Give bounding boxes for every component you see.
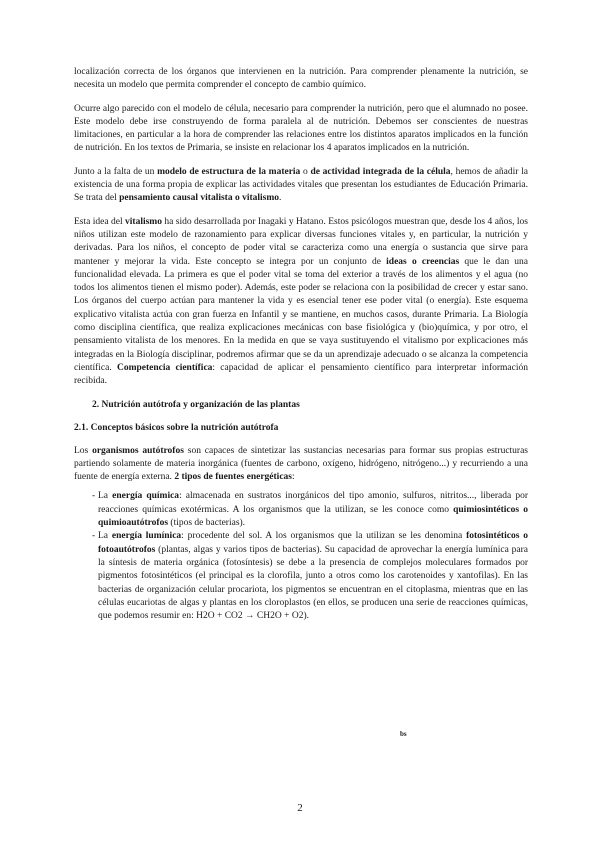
subsection-heading: 2.1. Conceptos básicos sobre la nutrición autótrofa bbox=[74, 422, 279, 433]
document-body bbox=[74, 66, 528, 623]
paragraph-intro: localización correcta de los órganos que intervienen en la nutrición. Para comprender plenamente la nutrición, se necesita un modelo que permita comprender el concepto de cambio químico. bbox=[74, 67, 528, 91]
paragraph-cell-model: Ocurre algo parecido con el modelo de célula, necesario para comprender la nutrición, pero que el alumnado no posee. Este modelo debe irse construyendo de forma paralela al de nutrición. Debemos ser conscientes de nuestras limitaciones, en particular a la hora de comprender las relaciones entre los distintos aparatos implicados en la función de nutrición. En los textos de Primaria, se insiste en relacionar los 4 aparatos implicados en la nutrición. bbox=[74, 103, 528, 154]
list-item-light-energy: - La energía lumínica: procedente del sol. A los organismos que la utilizan se les denomina fotosintéticos o fotoautótrofos (plantas, algas y varios tipos de bacterias). Su capacidad de aprovechar la energía lumínica para la síntesis de materia orgánica (fotosíntesis) se debe a la presencia de complejos moleculares formados por pigmentos fotosintéticos (el principal es la clorofila, junto a otros como los carotenoides y xantofilas). En las bacterias de organización celular procariota, los pigmentos se encuentran en el citoplasma, mientras que en las células eucariotas de algas y plantas en los cloroplastos (en ellos, se producen una serie de reacciones químicas, que podemos resumir en: H2O + CO2 → CH2O + O2). bbox=[92, 531, 528, 622]
section-heading: 2. Nutrición autótrofa y organización de las plantas bbox=[92, 399, 300, 410]
paragraph-vitalism: Esta idea del vitalismo ha sido desarrollada por Inagaki y Hatano. Estos psicólogos muestran que, desde los 4 años, los niños utilizan este modelo de razonamiento para explicar diversas funciones vitales y, en particular, la nutrición y derivadas. Para los niños, el concepto de poder vital se caracteriza como una energía o sustancia que sirve para mantener y mejorar la vida. Este concepto se integra por un conjunto de ideas o creencias que le dan una funcionalidad elevada. La primera es que el poder vital se toma del exterior a través de los alimentos y el agua (no todos los alimentos tienen el mismo poder). Además, este poder se relaciona con la posibilidad de crecer y estar sano. Los órganos del cuerpo actúan para mantener la vida y es esencial tener ese poder vital (o energía). Este esquema explicativo vitalista actúa con gran fuerza en Infantil y se mantiene, en muchos casos, durante Primaria. La Biología como disciplina científica, que realiza explicaciones mecánicas con base fisiológica y (bio)química, y por otro, el pensamiento vitalista de los menores. En la medida en que se vaya sustituyendo el vitalismo por explicaciones más integradas en la Biología disciplinar, podremos afirmar que se da un aprendizaje adecuado o se alcanza la competencia científica. Competencia científica: capacidad de aplicar el pensamiento científico para interpretar información recibida. bbox=[74, 216, 529, 387]
energy-sources-list bbox=[74, 490, 528, 623]
list-item-chemical-energy: - La energía química: almacenada en sustratos inorgánicos del tipo amonio, sulfuros, nitritos..., liberada por reacciones químicas exotérmicas. A los organismos que la utilizan, se les conoce como quimiosintéticos o quimioautótrofos (tipos de bacterias). bbox=[92, 491, 529, 529]
paragraph-autotrophs: Los organismos autótrofos son capaces de sintetizar las sustancias necesarias para formar sus propias estructuras partiendo solamente de materia inorgánica (fuentes de carbono, oxígeno, hidrógeno, nitrógeno...) y recurriendo a una fuente de energía externa. 2 tipos de fuentes energéticas: bbox=[74, 445, 529, 483]
page-number: 2 bbox=[297, 802, 303, 814]
watermark-mark: bs bbox=[400, 730, 407, 738]
paragraph-vitalism-intro: Junto a la falta de un modelo de estructura de la materia o de actividad integrada de la célula, hemos de añadir la existencia de una forma propia de explicar las actividades vitales que presentan los estudiantes de Educación Primaria. Se trata del pensamiento causal vitalista o vitalismo. bbox=[74, 166, 528, 204]
